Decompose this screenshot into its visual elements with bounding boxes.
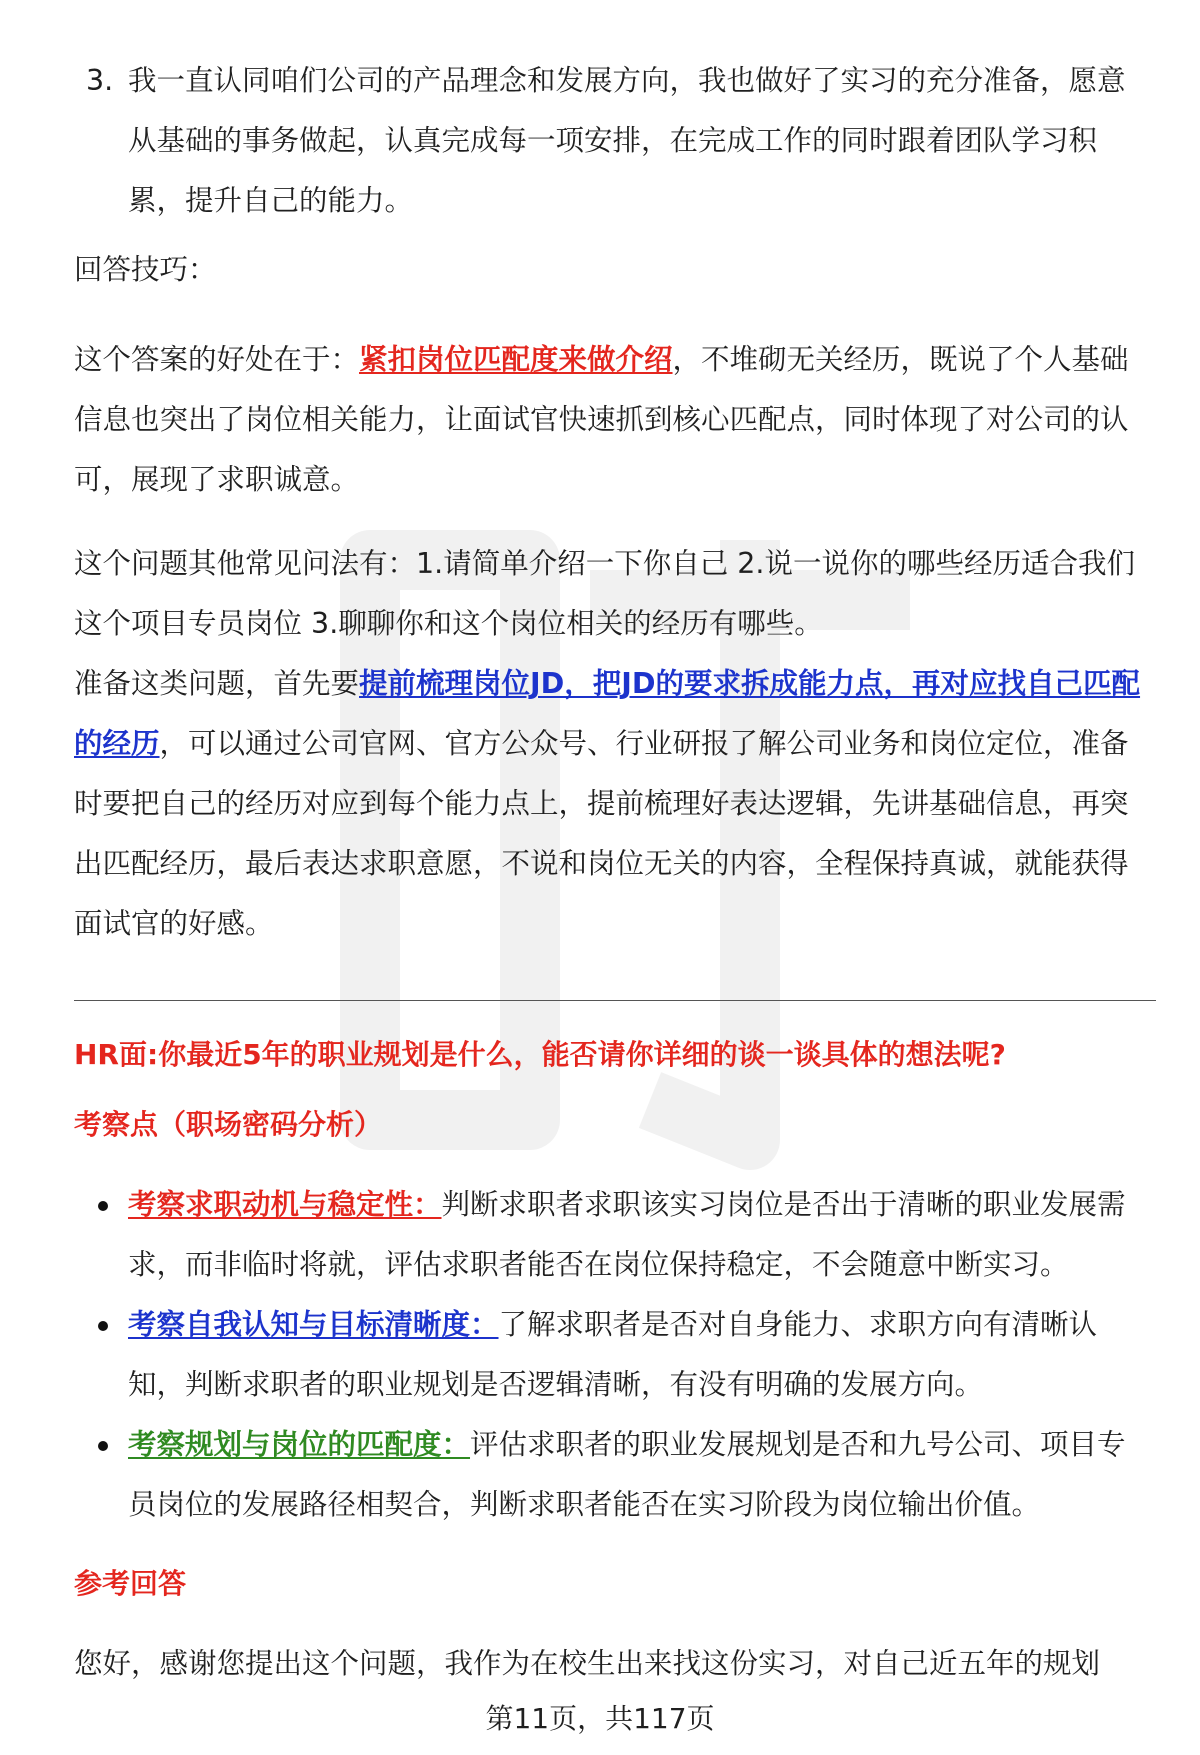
bullet-dot: [98, 1441, 108, 1451]
text-segment: 这个答案的好处在于：: [74, 343, 360, 376]
tips-paragraph-2: 这个问题其他常见问法有：1.请简单介绍一下你自己 2.说一说你的哪些经历适合我们这个项目专员岗位 3.聊聊你和这个岗位相关的经历有哪些。: [74, 547, 1135, 640]
reference-heading: 参考回答: [74, 1567, 187, 1600]
reference-paragraph: 您好，感谢您提出这个问题，我作为在校生出来找这份实习，对自己近五年的规划: [74, 1647, 1101, 1680]
section-divider: [74, 1000, 1156, 1001]
bullet-label: 考察求职动机与稳定性：: [128, 1188, 442, 1221]
bullet-dot: [98, 1321, 108, 1331]
bullet-label: 考察自我认知与目标清晰度：: [128, 1308, 499, 1341]
focus-list: [92, 1175, 1154, 1535]
bullet-text: 评估求职者的职业发展规划是否和九号公司、项目专员岗位的发展路径相契合，判断求职者能否在实习阶段为岗位输出价值。: [128, 1428, 1126, 1521]
text-segment: 准备这类问题，首先要: [74, 667, 360, 700]
text-segment: ，可以通过公司官网、官方公众号、行业研报了解公司业务和岗位定位，准备时要把自己的经历对应到每个能力点上，提前梳理好表达逻辑，先讲基础信息，再突出匹配经历，最后表达求职意愿，不说和岗位无关的内容，全程保持真诚，就能获得面试官的好感。: [74, 727, 1129, 940]
item-text: 我一直认同咱们公司的产品理念和发展方向，我也做好了实习的充分准备，愿意从基础的事务做起，认真完成每一项安排，在完成工作的同时跟着团队学习积累，提升自己的能力。: [128, 64, 1126, 217]
list-item: [92, 1295, 1154, 1415]
list-item: [92, 1175, 1154, 1295]
item-number: 3.: [86, 64, 114, 97]
focus-heading: 考察点（职场密码分析）: [74, 1108, 383, 1141]
list-item: [92, 1415, 1154, 1535]
bullet-dot: [98, 1201, 108, 1211]
bullet-text: 了解求职者是否对自身能力、求职方向有清晰认知，判断求职者的职业规划是否逻辑清晰，有没有明确的发展方向。: [128, 1308, 1098, 1401]
numbered-item-3: [86, 51, 1152, 231]
bullet-label: 考察规划与岗位的匹配度：: [128, 1428, 471, 1461]
tips-paragraph-3: [74, 654, 1154, 954]
question-heading: HR面:你最近5年的职业规划是什么，能否请你详细的谈一谈具体的想法呢?: [74, 1038, 1006, 1071]
text-segment: ，不堆砌无关经历，既说了个人基础信息也突出了岗位相关能力，让面试官快速抓到核心匹配点，同时体现了对公司的认可，展现了求职诚意。: [74, 343, 1129, 496]
tips-label: 回答技巧：: [74, 253, 217, 286]
tips-paragraph-1: [74, 330, 1154, 510]
bullet-text: 判断求职者求职该实习岗位是否出于清晰的职业发展需求，而非临时将就，评估求职者能否在岗位保持稳定，不会随意中断实习。: [128, 1188, 1126, 1281]
page-footer: 第11页，共117页: [485, 1702, 715, 1735]
highlight-blue: 提前梳理岗位JD，把JD的要求拆成能力点，再对应找自己匹配的经历: [74, 667, 1141, 760]
highlight-red: 紧扣岗位匹配度来做介绍: [359, 343, 673, 376]
